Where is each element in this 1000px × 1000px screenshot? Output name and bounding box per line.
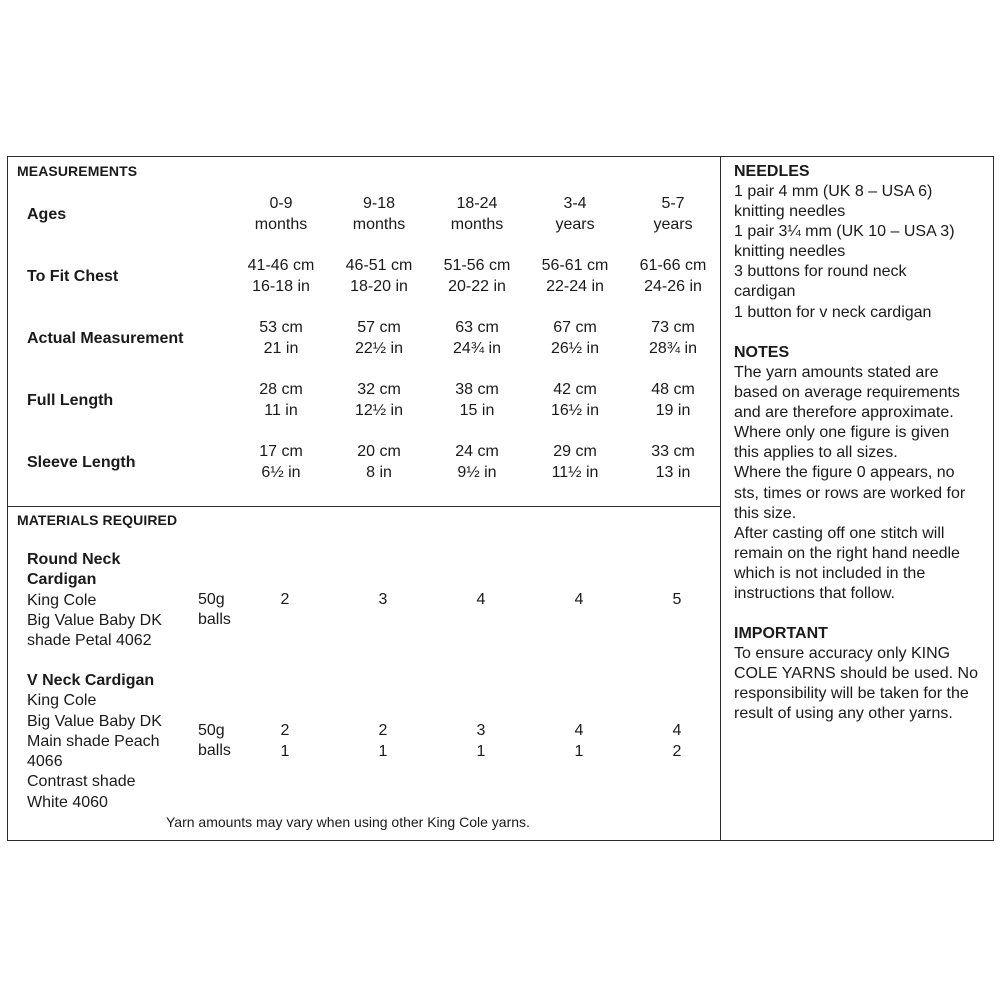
v-neck-amount: 4 2 bbox=[672, 722, 682, 760]
round-neck-title-2: Cardigan bbox=[27, 571, 97, 589]
table-cell: 17 cm 6½ in bbox=[259, 443, 303, 481]
round-neck-description: Round Neck Cardigan King Cole Big Value Baby DK shade Petal 4062 bbox=[27, 551, 162, 650]
round-neck-amount: 4 bbox=[574, 591, 584, 608]
table-cell: 33 cm 13 in bbox=[651, 443, 695, 481]
row-label-actual: Actual Measurement bbox=[27, 330, 184, 347]
yarn-footnote: Yarn amounts may vary when using other King Cole yarns. bbox=[166, 814, 530, 830]
round-neck-title: Round Neck bbox=[27, 551, 121, 568]
table-cell: 63 cm 24¾ in bbox=[452, 319, 502, 357]
measurements-heading: MEASUREMENTS bbox=[17, 163, 138, 179]
table-cell: 38 cm 15 in bbox=[455, 381, 499, 419]
important-section bbox=[734, 624, 978, 724]
table-cell: 20 cm 8 in bbox=[357, 443, 401, 481]
round-neck-amount: 5 bbox=[672, 591, 682, 608]
v-neck-amount: 3 1 bbox=[476, 722, 486, 760]
table-cell: 24 cm 9½ in bbox=[455, 443, 499, 481]
row-label-ages: Ages bbox=[27, 206, 67, 223]
table-cell: 46-51 cm 18-20 in bbox=[345, 257, 413, 295]
table-cell: 5-7 years bbox=[653, 195, 693, 233]
table-cell: 48 cm 19 in bbox=[651, 381, 695, 419]
section-divider bbox=[7, 506, 721, 507]
round-neck-amount: 3 bbox=[378, 591, 388, 608]
row-label-sleeve: Sleeve Length bbox=[27, 454, 136, 471]
table-cell: 51-56 cm 20-22 in bbox=[443, 257, 511, 295]
table-cell: 0-9 months bbox=[254, 195, 308, 233]
table-cell: 53 cm 21 in bbox=[259, 319, 303, 357]
table-cell: 67 cm 26½ in bbox=[550, 319, 600, 357]
v-neck-amount: 2 1 bbox=[378, 722, 388, 760]
v-neck-title: V Neck Cardigan bbox=[27, 672, 155, 689]
v-neck-unit: 50g balls bbox=[198, 722, 231, 760]
materials-heading: MATERIALS REQUIRED bbox=[17, 512, 178, 528]
row-label-length: Full Length bbox=[27, 392, 114, 409]
important-text: To ensure accuracy only KING COLE YARNS should be used. No responsibility will be taken for the result of using any other yarns. bbox=[734, 645, 978, 723]
table-cell: 61-66 cm 24-26 in bbox=[639, 257, 707, 295]
round-neck-unit: 50g balls bbox=[198, 591, 231, 629]
table-cell: 56-61 cm 22-24 in bbox=[541, 257, 609, 295]
table-cell: 18-24 months bbox=[450, 195, 504, 233]
v-neck-amount: 4 1 bbox=[574, 722, 584, 760]
important-heading: IMPORTANT bbox=[734, 625, 828, 642]
v-neck-description: V Neck Cardigan King Cole Big Value Baby DK Main shade Peach 4066 Contrast shade White 4060 bbox=[27, 672, 162, 811]
table-cell: 28 cm 11 in bbox=[259, 381, 303, 419]
table-cell: 42 cm 16½ in bbox=[550, 381, 600, 419]
table-cell: 29 cm 11½ in bbox=[551, 443, 599, 481]
round-neck-amount: 2 bbox=[280, 591, 290, 608]
notes-section bbox=[734, 343, 965, 604]
row-label-chest: To Fit Chest bbox=[27, 268, 119, 285]
needles-heading: NEEDLES bbox=[734, 163, 810, 180]
v-neck-amount: 2 1 bbox=[280, 722, 290, 760]
table-cell: 57 cm 22½ in bbox=[354, 319, 404, 357]
table-cell: 32 cm 12½ in bbox=[354, 381, 404, 419]
needles-text: 1 pair 4 mm (UK 8 – USA 6) knitting needles 1 pair 3¼ mm (UK 10 – USA 3) knitting needles 3 buttons for round neck cardigan 1 button for v neck cardigan bbox=[734, 183, 955, 321]
table-cell: 41-46 cm 16-18 in bbox=[247, 257, 315, 295]
notes-heading: NOTES bbox=[734, 344, 790, 361]
table-cell: 73 cm 28¾ in bbox=[648, 319, 698, 357]
round-neck-amount: 4 bbox=[476, 591, 486, 608]
notes-text: The yarn amounts stated are based on average requirements and are therefore approximate. Where only one figure is given this applies to all sizes. Where the figure 0 appears, no sts, times or rows are worked for this size. After casting off one stitch will remain on the right hand needle which is not included in the instructions that follow. bbox=[734, 364, 966, 603]
table-cell: 9-18 months bbox=[352, 195, 406, 233]
table-cell: 3-4 years bbox=[555, 195, 595, 233]
needles-section bbox=[734, 162, 955, 323]
